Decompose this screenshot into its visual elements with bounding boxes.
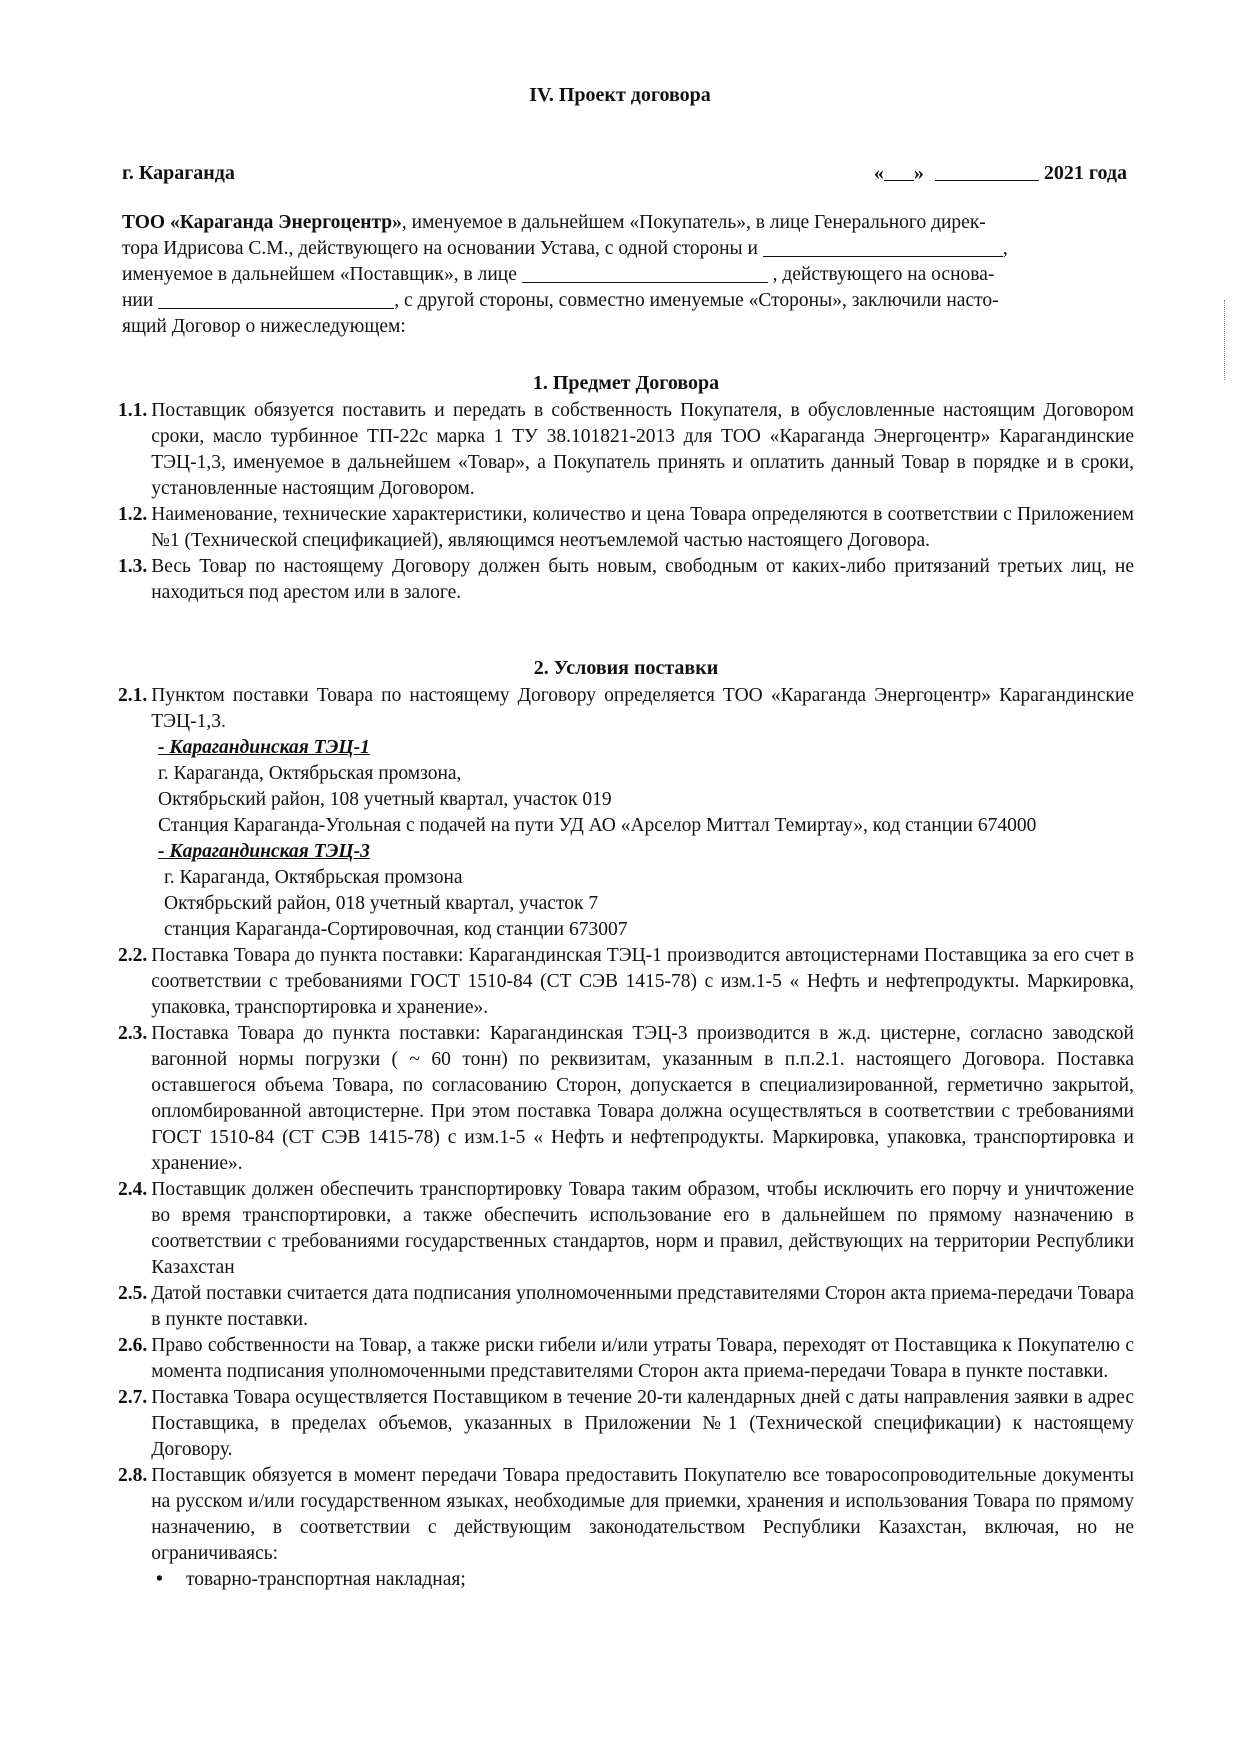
clause-2-7: 2.7. Поставка Товара осуществляется Поставщиком в течение 20-ти календарных дней с даты направления заявки в адрес Поставщика, в пределах объемов, указанных в Приложении №1 (Технической спецификации) к настоящему Договору. <box>118 1387 1134 1460</box>
supplier-name-blank <box>763 236 1003 257</box>
clause-1-2: 1.2. Наименование, технические характеристики, количество и цена Товара определяются в соответствии с Приложением №1 (Технической спецификацией), являющимся неотъемлемой частью настоящего Договора. <box>118 504 1134 551</box>
section-1-title: 1. Предмет Договора <box>532 372 720 394</box>
month-blank <box>935 160 1039 181</box>
supplier-rep-blank <box>522 262 768 283</box>
section-2-title: 2. Условия поставки <box>533 657 719 679</box>
clause-2-5: 2.5. Датой поставки считается дата подписания уполномоченными представителями Сторон акта приема-передачи Товара в пункте поставки. <box>118 1283 1134 1330</box>
clause-2-2: 2.2. Поставка Товара до пункта поставки: Карагандинская ТЭЦ-1 производится автоцистернами Поставщика за его счет в соответствии с требованиями ГОСТ 1510-84 (СТ СЭВ 1415-78) с изм.1-5 « Нефть и нефтепродукты. Маркировка, упаковка, транспортировка и хранение». <box>118 945 1134 1018</box>
tec3-station: станция Караганда-Сортировочная, код станции 673007 <box>164 919 628 940</box>
tec1-address-1: г. Караганда, Октябрьская промзона, <box>158 763 462 784</box>
preamble-line-2: тора Идрисова С.М., действующего на основании Устава, с одной стороны и , <box>122 238 1008 259</box>
tec3-address-2: Октябрьский район, 018 учетный квартал, участок 7 <box>164 893 599 914</box>
clause-2-1: 2.1. Пунктом поставки Товара по настоящему Договору определяется ТОО «Караганда Энергоцентр» Карагандинские ТЭЦ-1,3. <box>118 685 1134 732</box>
tec3-heading: - Карагандинская ТЭЦ-3 <box>158 841 370 862</box>
tec1-address-2: Октябрьский район, 108 учетный квартал, участок 019 <box>158 789 612 810</box>
clause-2-6: 2.6. Право собственности на Товар, а также риски гибели и/или утраты Товара, переходят от Поставщика к Покупателю с момента подписания уполномоченными представителями Сторон акта приема-передачи Товара в пункте поставки. <box>118 1335 1134 1382</box>
city-label: г. Караганда <box>122 162 235 184</box>
preamble <box>122 210 1134 340</box>
contract-date <box>874 160 1127 186</box>
clause-2-4: 2.4. Поставщик должен обеспечить транспортировку Товара таким образом, чтобы исключить его порчу и уничтожение во время транспортировки, а также обеспечить использование его в дальнейшем по прямому назначению в соответствии с требованиями государственных стандартов, норм и правил, действующих на территории Республики Казахстан <box>118 1179 1134 1278</box>
clause-2-3: 2.3. Поставка Товара до пункта поставки: Карагандинская ТЭЦ-3 производится в ж.д. цистерне, согласно заводской вагонной нормы погрузки ( ~ 60 тонн) по реквизитам, указанным в п.п.2.1. настоящего Договора. Поставка оставшегося объема Товара, по согласованию Сторон, допускается в специализированной, герметично закрытой, опломбированной автоцистерне. При этом поставка Товара должна осуществляться в соответствии с требованиями ГОСТ 1510-84 (СТ СЭВ 1415-78) с изм.1-5 « Нефть и нефтепродукты. Маркировка, упаковка, транспортировка и хранение». <box>118 1023 1134 1174</box>
preamble-line-3: именуемое в дальнейшем «Поставщик», в лице , действующего на основа- <box>122 264 995 285</box>
date-close-quote: » <box>913 162 924 184</box>
tec3-address-1: г. Караганда, Октябрьская промзона <box>164 867 463 888</box>
section-delivery <box>118 655 1134 1593</box>
date-open-quote: « <box>873 162 884 184</box>
document-title: IV. Проект договора <box>529 84 711 106</box>
preamble-line-5: ящий Договор о нижеследующем: <box>122 316 406 337</box>
day-blank <box>884 160 914 181</box>
clause-1-1: 1.1. Поставщик обязуется поставить и передать в собственность Покупателя, в обусловленные настоящим Договором сроки, масло турбинное ТП-22с марка 1 ТУ 38.101821-2013 для ТОО «Караганда Энергоцентр» Карагандинские ТЭЦ-1,3, именуемое в дальнейшем «Товар», а Покупатель принять и оплатить данный Товар в порядке и в сроки, установленные настоящим Договором. <box>118 400 1134 499</box>
tec1-heading: - Карагандинская ТЭЦ-1 <box>158 737 370 758</box>
bullet-icon: • <box>156 1569 163 1590</box>
clause-2-8: 2.8. Поставщик обязуется в момент передачи Товара предоставить Покупателю все товаросопроводительные документы на русском и/или государственном языках, необходимые для приемки, хранения и использования Товара по прямому назначению, в соответствии с действующим законодательством Республики Казахстан, включая, но не ограничиваясь: <box>118 1465 1134 1564</box>
tec1-station: Станция Караганда-Угольная с подачей на пути УД АО «Арселор Миттал Темиртау», код станции 674000 <box>158 815 1037 836</box>
preamble-line-4: нии , с другой стороны, совместно именуемые «Стороны», заключили насто- <box>122 290 999 311</box>
preamble-line-1: ТОО «Караганда Энергоцентр», именуемое в дальнейшем «Покупатель», в лице Генерального дирек- <box>122 212 986 233</box>
scan-margin-mark <box>1224 300 1226 380</box>
supplier-basis-blank <box>158 288 394 309</box>
list-item: • товарно-транспортная накладная; <box>156 1567 1134 1593</box>
section-subject <box>118 370 1134 606</box>
buyer-name: ТОО «Караганда Энергоцентр» <box>122 212 402 233</box>
clause-1-3: 1.3. Весь Товар по настоящему Договору должен быть новым, свободным от каких-либо притязаний третьих лиц, не находиться под арестом или в залоге. <box>118 556 1134 603</box>
date-year: 2021 года <box>1043 162 1127 184</box>
